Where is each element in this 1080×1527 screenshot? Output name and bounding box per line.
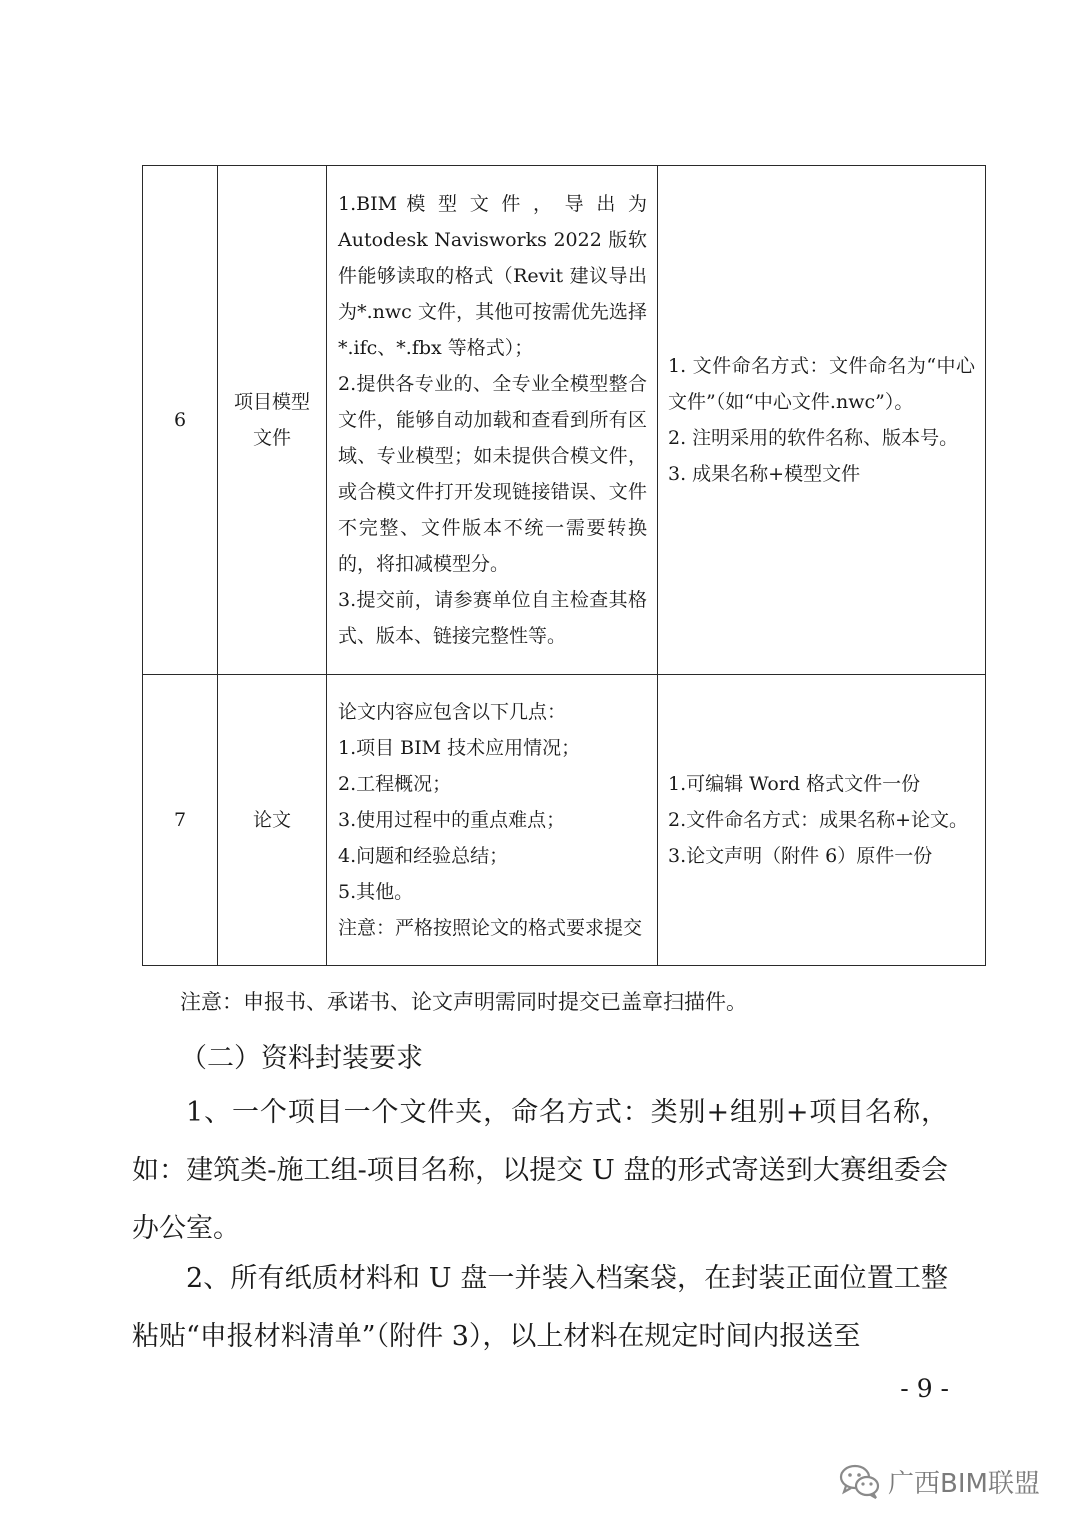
table-row [143,166,986,675]
submission-item: 2. 注明采用的软件名称、版本号。 [668,427,959,449]
item-name-line-1: 项目模型 [233,391,310,413]
row-number: 6 [143,166,218,675]
requirement-item: 1.项目 BIM 技术应用情况； [338,737,581,759]
paragraph-1: 1、一个项目一个文件夹，命名方式：类别+组别+项目名称，如：建筑类-施工组-项目名称，以提交 U 盘的形式寄送到大赛组委会办公室。 [132,1097,948,1244]
requirement-item: 2.工程概况； [338,773,452,795]
watermark [838,1462,1040,1500]
submission-item: 1. 文件命名方式：文件命名为“中心文件”（如“中心文件.nwc”）。 [668,355,975,413]
requirement-item: 1.BIM 模 型 文 件 ， 导 出 为 Autodesk Navisworks 2022 版软件能够读取的格式（Revit 建议导出为*.nwc 文件，其他可按需优先选择*.ifc、*.fbx 等格式）； [338,193,647,359]
requirements-cell [327,166,658,675]
row-number: 7 [143,675,218,966]
paragraph-2: 2、所有纸质材料和 U 盘一并装入档案袋，在封装正面位置工整粘贴“申报材料清单”（附件 3），以上材料在规定时间内报送至 [132,1263,948,1352]
table-row [143,675,986,966]
item-name [218,166,327,675]
requirement-item: 注意：严格按照论文的格式要求提交 [338,917,643,939]
requirement-item: 5.其他。 [338,881,414,903]
requirement-item: 2.提供各专业的、全专业全模型整合文件，能够自动加载和查看到所有区域、专业模型；如未提供合模文件，或合模文件打开发现链接错误、文件不完整、文件版本不统一需要转换的，将扣减模型分。 [338,373,647,575]
requirement-item: 论文内容应包含以下几点： [338,701,567,723]
submission-item: 2.文件命名方式：成果名称+论文。 [668,809,969,831]
submission-requirements-table [142,165,986,966]
table-note: 注意：申报书、承诺书、论文声明需同时提交已盖章扫描件。 [180,990,747,1014]
submission-cell [658,675,986,966]
watermark-text: 广西BIM联盟 [888,1468,1040,1499]
requirement-item: 4.问题和经验总结； [338,845,509,867]
submission-item: 3. 成果名称+模型文件 [668,463,861,485]
requirement-item: 3.提交前，请参赛单位自主检查其格式、版本、链接完整性等。 [338,589,647,647]
requirement-item: 3.使用过程中的重点难点； [338,809,566,831]
page-number: - 9 - [900,1374,949,1403]
item-name-line-1: 论文 [252,809,291,831]
section-title: （二）资料封装要求 [180,1043,423,1074]
wechat-icon [838,1462,882,1500]
submission-item: 1.可编辑 Word 格式文件一份 [668,773,921,795]
requirements-cell [327,675,658,966]
submission-item: 3.论文声明（附件 6）原件一份 [668,845,933,867]
submission-cell [658,166,986,675]
item-name [218,675,327,966]
item-name-line-2: 文件 [252,427,291,449]
